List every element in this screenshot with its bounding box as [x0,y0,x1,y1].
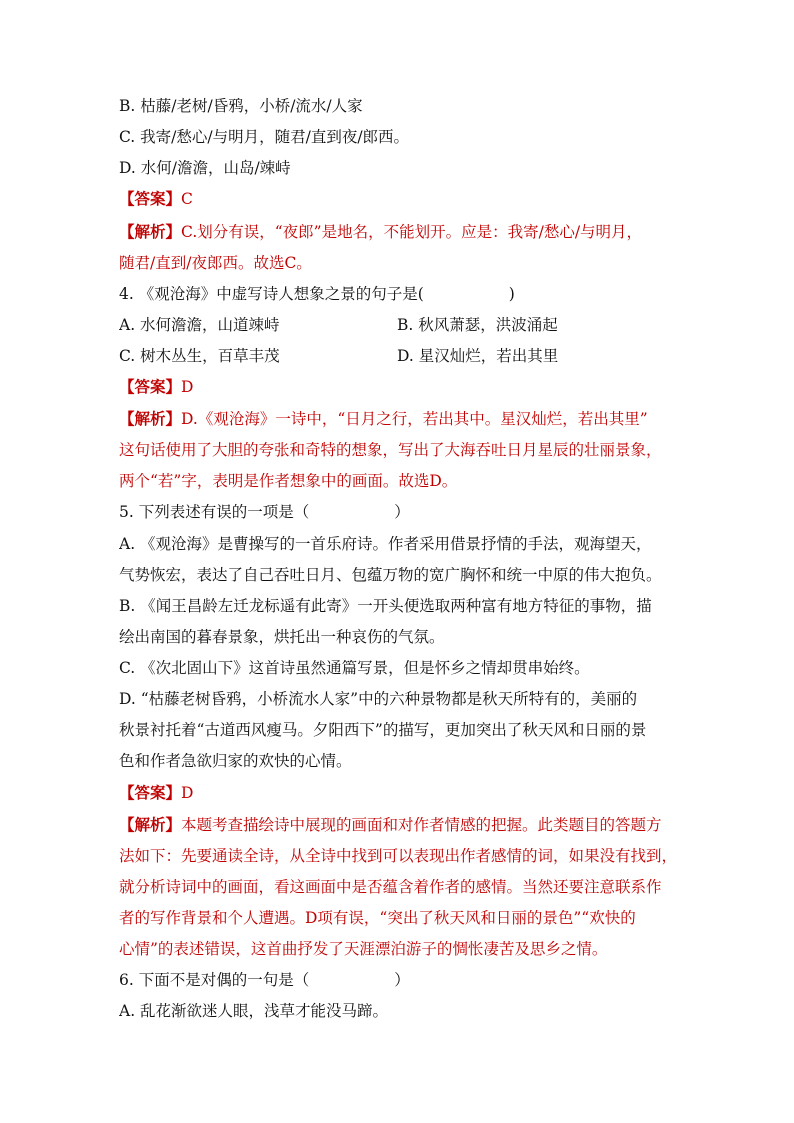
analysis-text: C.划分有误，“夜郎”是地名，不能划开。应是：我寄/愁心/与明月， [181,223,643,241]
q3-option-d: D. 水何/澹澹，山岛/竦峙 [119,159,291,177]
q5-analysis-line-5: 心情”的表述错误，这首曲抒发了天涯漂泊游子的惆怅凄苦及思乡之情。 [119,940,608,958]
q5-option-c-line-1: C. 《次北固山下》这首诗虽然通篇写景，但是怀乡之情却贯串始终。 [119,659,590,677]
answer-value: D [181,378,194,396]
q4-analysis-line-3: 两个“若”字，表明是作者想象中的画面。故选D。 [119,472,458,490]
analysis-label: 【解析】 [119,409,182,428]
question-stem: 6. 下面不是对偶的一句是（ [119,971,310,989]
analysis-label: 【解析】 [119,815,182,834]
question-stem: 5. 下列表述有误的一项是（ [119,503,310,521]
q5-answer [119,783,679,803]
q4-analysis-line-1 [119,409,679,429]
q4-stem [119,284,679,304]
q4-option-c: C. 树木丛生，百草丰茂 [119,347,280,365]
q5-analysis-line-3: 就分析诗词中的画面，看这画面中是否蕴含着作者的感情。当然还要注意联系作 [119,878,662,896]
q5-analysis-line-1 [119,815,679,835]
q3-answer [119,189,679,209]
question-stem: 4. 《观沧海》中虚写诗人想象之景的句子是( [119,285,424,303]
answer-label: 【答案】 [119,783,182,802]
analysis-label: 【解析】 [119,222,182,241]
q6-option-a: A. 乱花渐欲迷人眼，浅草才能没马蹄。 [119,1002,389,1020]
question-stem-close: ) [508,285,515,303]
q6-stem [119,970,679,990]
q5-option-a-line-2: 气势恢宏，表达了自己吞吐日月、包蕴万物的宽广胸怀和统一中原的伟大抱负。 [119,566,662,584]
q5-option-d-line-1: D. “枯藤老树昏鸦，小桥流水人家”中的六种景物都是秋天所特有的，美丽的 [119,690,638,708]
q4-option-a: A. 水何澹澹，山道竦峙 [119,316,280,334]
q5-option-a-line-1: A. 《观沧海》是曹操写的一首乐府诗。作者采用借景抒情的手法，观海望天， [119,535,652,553]
q4-option-b: B. 秋风萧瑟，洪波涌起 [397,316,558,334]
question-stem-close: ） [394,503,410,521]
q5-analysis-line-2: 法如下：先要通读全诗，从全诗中找到可以表现出作者感情的词，如果没有找到， [119,847,678,865]
analysis-text: D.《观沧海》一诗中，“日月之行，若出其中。星汉灿烂，若出其里” [181,410,648,428]
q3-analysis-line-2: 随君/直到/夜郎西。故选C。 [119,254,312,272]
q3-option-b: B. 枯藤/老树/昏鸦，小桥/流水/人家 [119,97,363,115]
answer-label: 【答案】 [119,377,182,396]
q3-analysis-line-1 [119,222,679,242]
q5-option-d-line-3: 色和作者急欲归家的欢快的心情。 [119,752,352,770]
q5-stem [119,502,679,522]
answer-label: 【答案】 [119,189,182,208]
q4-option-d: D. 星汉灿烂，若出其里 [397,347,559,365]
q5-option-b-line-2: 绘出南国的暮春景象，烘托出一种哀伤的气氛。 [119,628,445,646]
answer-value: C [181,190,193,208]
q5-analysis-line-4: 者的写作背景和个人遭遇。D项有误，“突出了秋天风和日丽的景色”“欢快的 [119,909,636,927]
q5-option-d-line-2: 秋景衬托着“古道西风瘦马。夕阳西下”的描写，更加突出了秋天风和日丽的景 [119,721,647,739]
q3-option-c: C. 我寄/愁心/与明月，随君/直到夜/郎西。 [119,128,410,146]
q4-analysis-line-2: 这句话使用了大胆的夸张和奇特的想象，写出了大海吞吐日月星辰的壮丽景象， [119,441,662,459]
analysis-text: 本题考查描绘诗中展现的画面和对作者情感的把握。此类题目的答题方 [181,816,662,834]
q4-answer [119,377,679,397]
q5-option-b-line-1: B. 《闻王昌龄左迁龙标遥有此寄》一开头便选取两种富有地方特征的事物，描 [119,597,652,615]
q4-options-row-1 [119,315,679,335]
question-stem-close: ） [394,971,410,989]
q4-options-row-2 [119,346,679,366]
answer-value: D [181,784,194,802]
